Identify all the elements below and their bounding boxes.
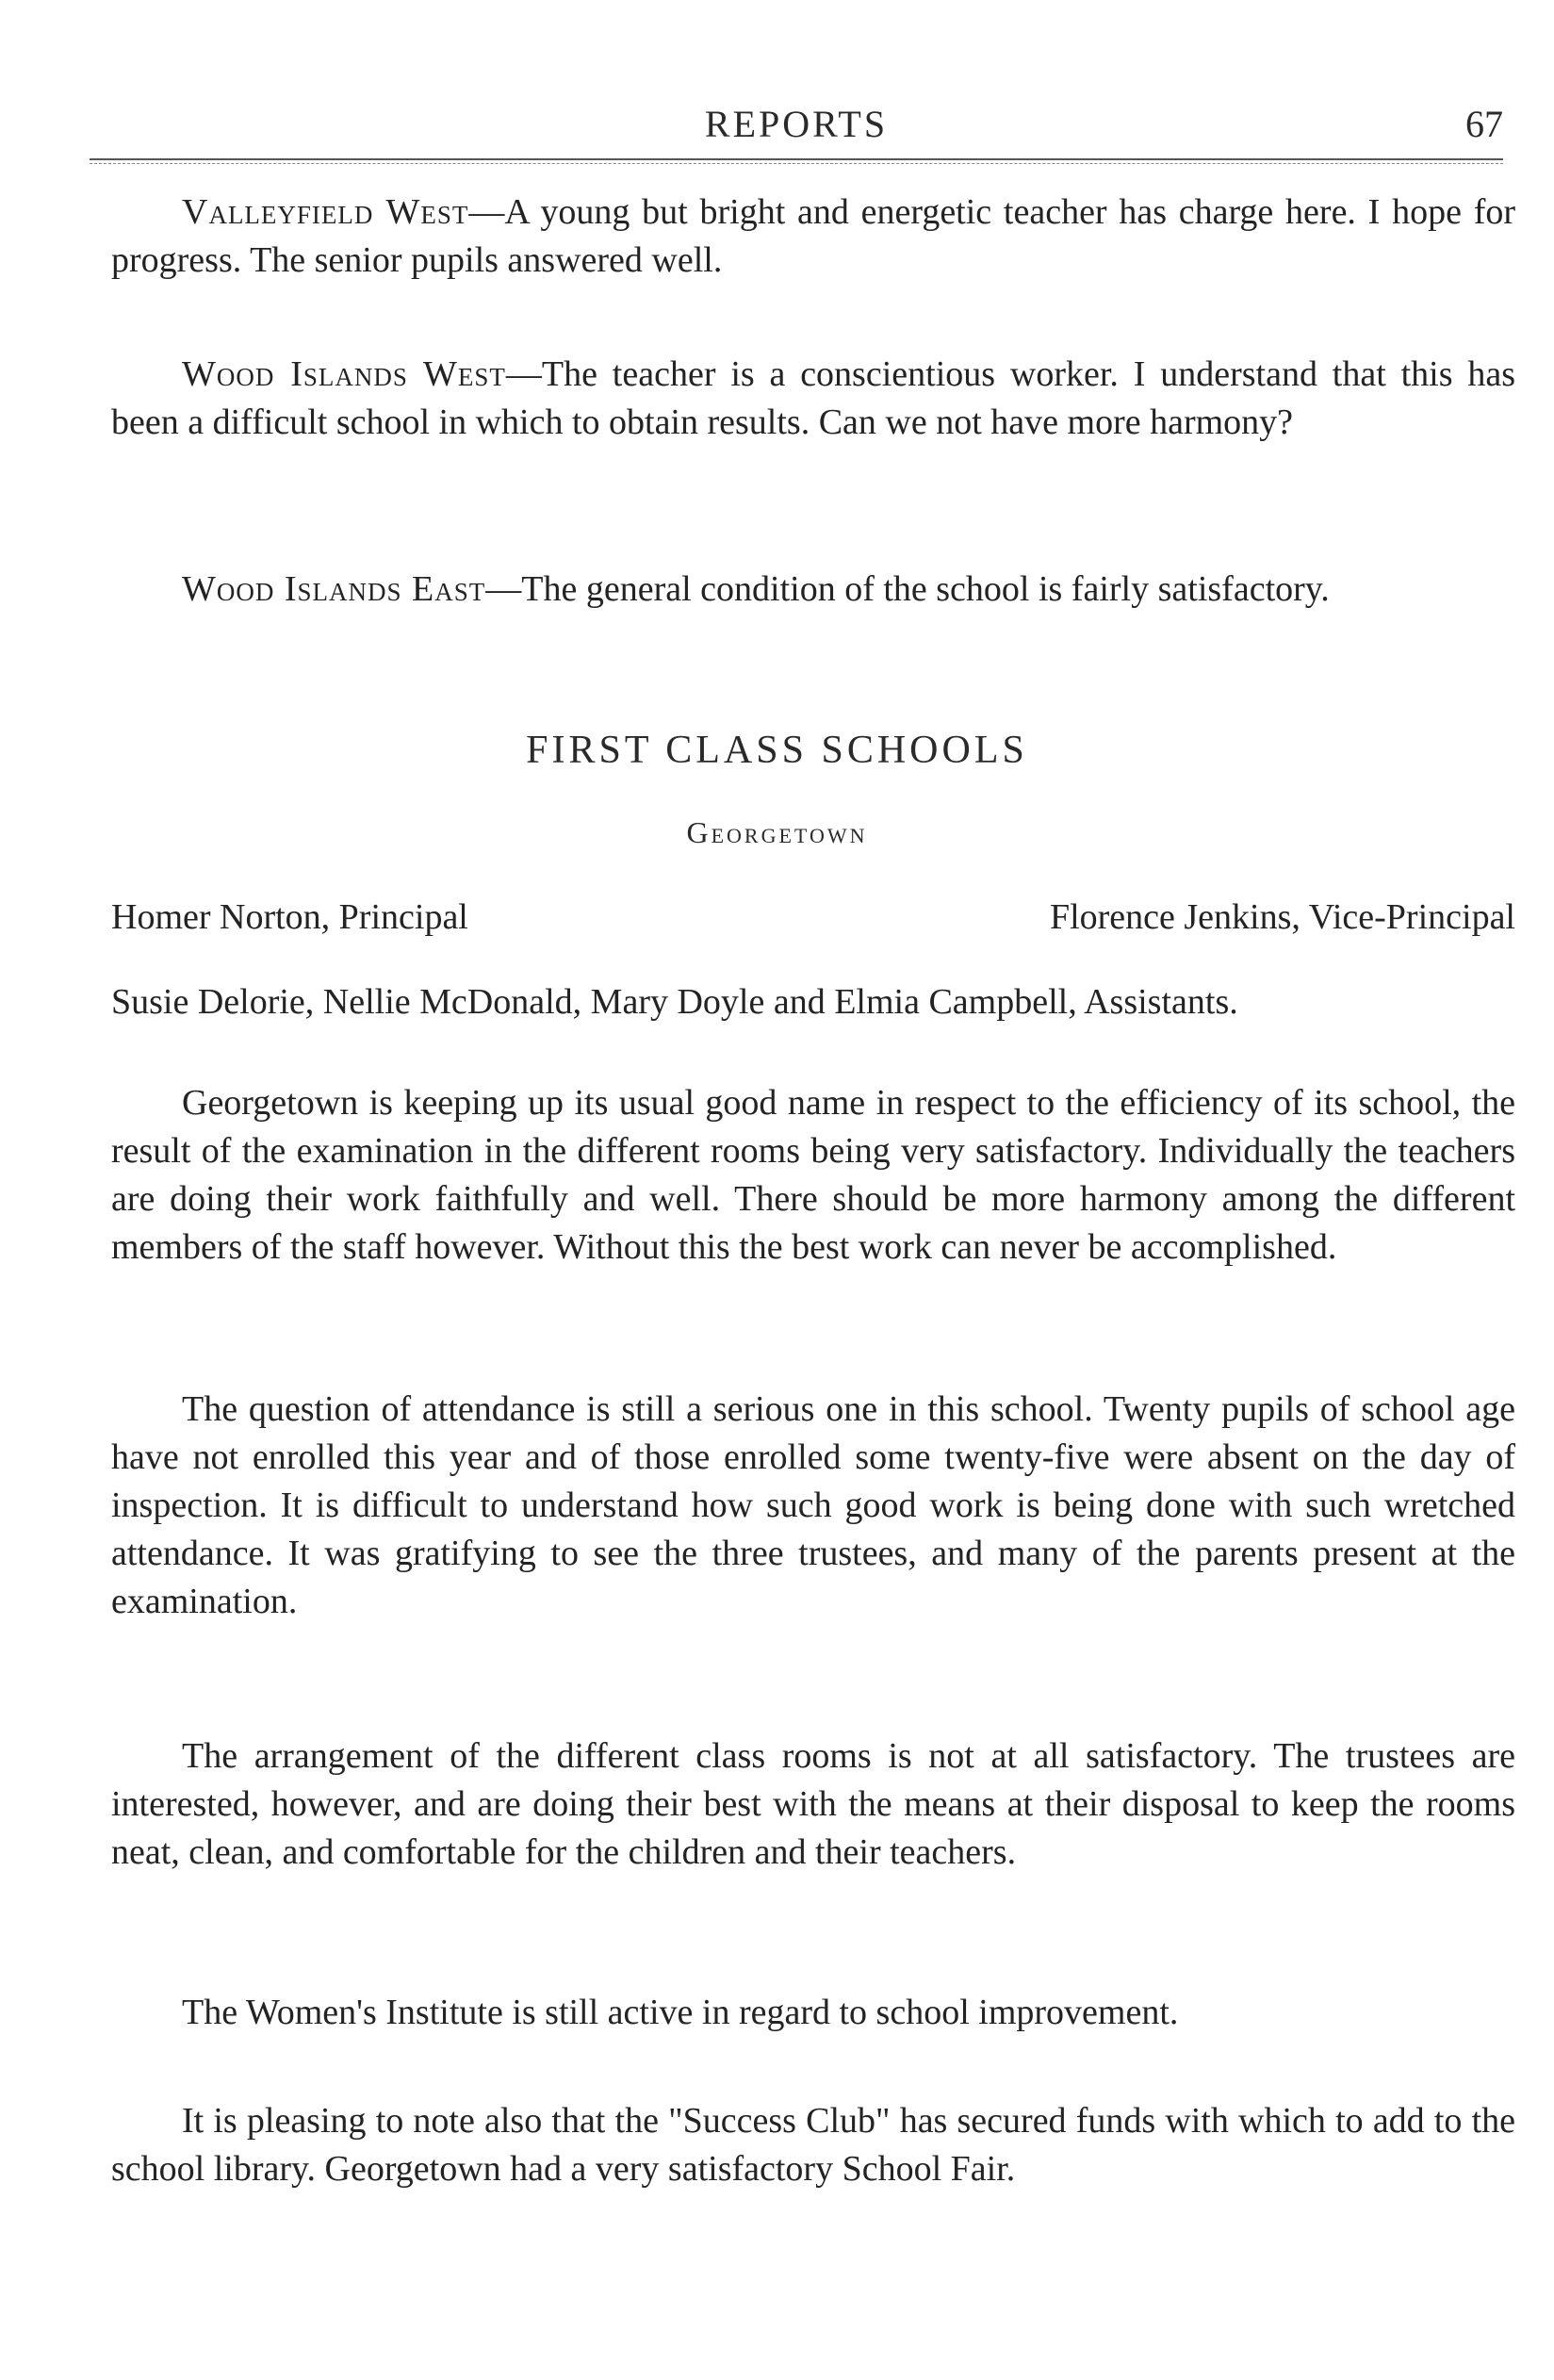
paragraph: The Women's Institute is still active in regard to school improvement. xyxy=(182,1993,1179,2032)
subsection-title: Georgetown xyxy=(686,815,868,849)
entry-wood-islands-east xyxy=(111,566,1515,614)
vice-principal: Florence Jenkins, Vice-Principal xyxy=(1049,897,1515,937)
entry-wood-islands-west xyxy=(111,351,1515,447)
paragraph: The question of attendance is still a serious one in this school. Twenty pupils of school age have not enrolled this year and of those enrolled some twenty-five were absent on the day of inspection. It is difficult to understand how such good work is being done with such wretched attendance. It was gratifying to see the three trustees, and many of the parents present at the examination. xyxy=(111,1389,1515,1621)
principal: Homer Norton, Principal xyxy=(111,897,468,937)
entry-heading: Valleyfield West xyxy=(182,192,469,232)
page-number: 67 xyxy=(1465,103,1503,145)
header-rule-secondary xyxy=(90,163,1503,164)
entry-text: —A young but bright and energetic teacher has charge here. I hope for progress. The senior pupils answered well. xyxy=(111,192,1516,280)
running-title: REPORTS xyxy=(704,103,889,145)
paragraph: Georgetown is keeping up its usual good name in respect to the efficiency of its school, the result of the examination in the different rooms being very satisfactory. Individually the teachers are doing their work faithfully and well. There should be more harmony among the different members of the staff however. Without this the best work can never be accomplished. xyxy=(111,1083,1515,1267)
entry-heading: Wood Islands East xyxy=(182,569,486,609)
staff-assistants: Susie Delorie, Nellie McDonald, Mary Doyle and Elmia Campbell, Assistants. xyxy=(111,982,1238,1022)
paragraph: It is pleasing to note also that the "Success Club" has secured funds with which to add to the school library. Georgetown had a very satisfactory School Fair. xyxy=(111,2101,1515,2189)
entry-text: —The general condition of the school is fairly satisfactory. xyxy=(485,569,1330,609)
entry-heading: Wood Islands West xyxy=(182,354,506,394)
paragraph: The arrangement of the different class rooms is not at all satisfactory. The trustees are interested, however, and are doing their best with the means at their disposal to keep the rooms neat, clean, and comfortable for the children and their teachers. xyxy=(111,1736,1515,1872)
section-title: FIRST CLASS SCHOOLS xyxy=(526,729,1028,772)
entry-text: —The teacher is a conscientious worker. I understand that this has been a difficult school in which to obtain results. Can we not have more harmony? xyxy=(111,354,1515,442)
header-rule xyxy=(90,158,1503,160)
running-head xyxy=(90,102,1503,158)
entry-valleyfield-west xyxy=(111,189,1515,285)
